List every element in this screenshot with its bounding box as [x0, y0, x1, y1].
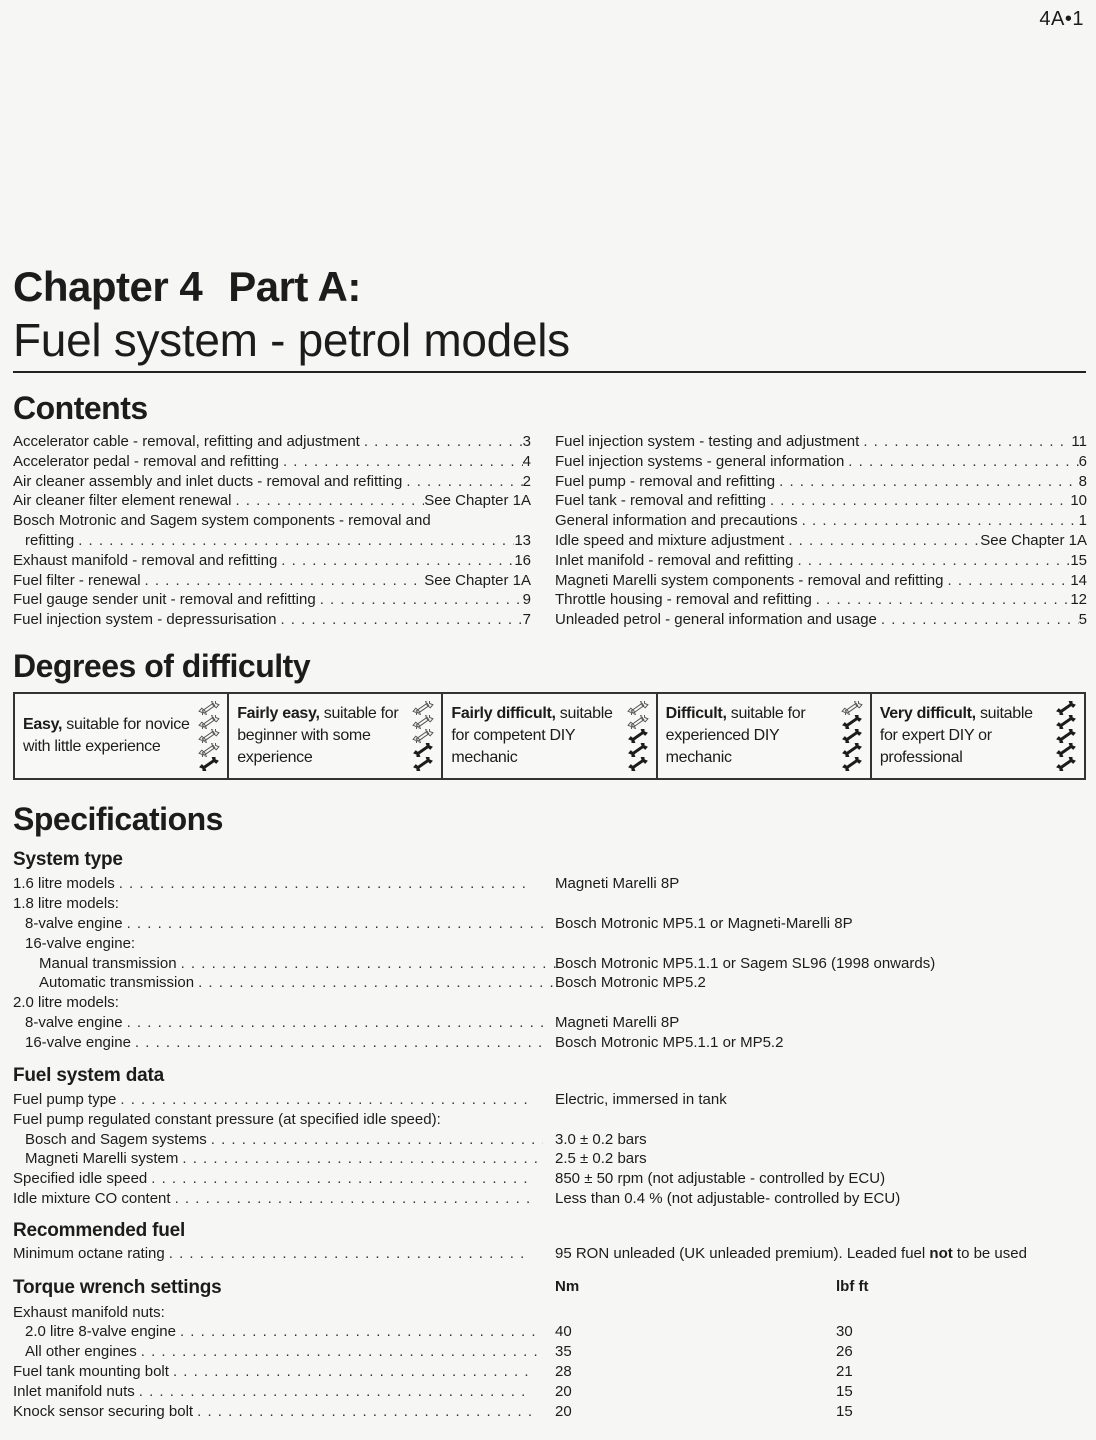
wrench-icon: [627, 729, 649, 743]
system-type-heading: System type: [13, 849, 123, 870]
leader-dots: [277, 551, 514, 571]
chapter-title-block: [13, 262, 570, 368]
wrench-icon: [1055, 701, 1077, 715]
contents-heading: Contents: [13, 390, 148, 426]
wrench-icon: [198, 729, 220, 743]
wrench-icon: [412, 715, 434, 729]
spec-row: Idle mixture CO content . . . Less than 0.4 % (not adjustable- controlled by ECU): [13, 1189, 1093, 1209]
wrench-icon: [198, 743, 220, 757]
wrench-icon: [1055, 743, 1077, 757]
spec-row: 2.0 litre models:: [13, 994, 119, 1011]
contents-entry[interactable]: Fuel filter - renewal . . . See Chapter 1A: [13, 571, 531, 591]
leader-dots: [775, 472, 1079, 492]
page-number: 4A•1: [1039, 8, 1084, 30]
difficulty-legend: [13, 692, 1086, 780]
torque-row: Inlet manifold nuts . . . 20 15: [13, 1382, 1093, 1402]
wrench-icon: [841, 729, 863, 743]
chapter-label: Chapter 4: [13, 263, 203, 310]
leader-dots: [844, 452, 1078, 472]
leader-dots: [177, 954, 557, 974]
wrench-icon: [198, 715, 220, 729]
contents-right-column: [555, 432, 1087, 630]
leader-dots: [877, 610, 1079, 630]
contents-entry[interactable]: Inlet manifold - removal and refitting . . . 15: [555, 551, 1087, 571]
contents-entry[interactable]: Fuel gauge sender unit - removal and refitting . . . 9: [13, 590, 531, 610]
torque-row: All other engines . . . 35 26: [13, 1342, 1093, 1362]
difficulty-level-easy: Easy, suitable for novice with little experience: [15, 694, 227, 778]
leader-dots: [178, 1149, 543, 1169]
wrench-icon: [627, 743, 649, 757]
spec-row: 16-valve engine:: [25, 935, 136, 952]
leader-dots: [131, 1033, 543, 1053]
leader-dots: [194, 973, 557, 993]
contents-entry[interactable]: Throttle housing - removal and refitting . . . 12: [555, 590, 1087, 610]
difficulty-level-fairly-easy: Fairly easy, suitable for beginner with some experience: [227, 694, 441, 778]
contents-entry[interactable]: refitting . . . 13: [13, 531, 531, 551]
wrench-icon: [1055, 715, 1077, 729]
contents-entry[interactable]: Accelerator cable - removal, refitting and adjustment . . . 3: [13, 432, 531, 452]
leader-dots: [784, 531, 980, 551]
contents-left-column: [13, 432, 531, 630]
spec-row: 16-valve engine . . . Bosch Motronic MP5.1.1 or MP5.2: [13, 1033, 1093, 1053]
contents-entry[interactable]: Fuel injection system - testing and adjustment . . . 11: [555, 432, 1087, 452]
leader-dots: [171, 1189, 531, 1209]
leader-dots: [123, 914, 543, 934]
wrench-rating-icon: [197, 698, 221, 774]
spec-row: Fuel pump type . . . Electric, immersed in tank: [13, 1090, 1093, 1110]
contents-entry[interactable]: Fuel injection system - depressurisation . . . 7: [13, 610, 531, 630]
leader-dots: [135, 1382, 531, 1402]
specifications-heading: Specifications: [13, 801, 223, 837]
difficulty-level-difficult: Difficult, suitable for experienced DIY mechanic: [656, 694, 870, 778]
wrench-icon: [627, 701, 649, 715]
contents-entry[interactable]: Fuel tank - removal and refitting . . . 10: [555, 491, 1087, 511]
leader-dots: [766, 491, 1070, 511]
torque-column-lbfft: lbf ft: [836, 1278, 869, 1295]
leader-dots: [793, 551, 1070, 571]
leader-dots: [316, 590, 523, 610]
difficulty-heading: Degrees of difficulty: [13, 648, 311, 684]
contents-entry[interactable]: Air cleaner assembly and inlet ducts - removal and refitting . . . 2: [13, 472, 531, 492]
difficulty-level-very-difficult: Very difficult, suitable for expert DIY or professional: [870, 694, 1084, 778]
leader-dots: [141, 571, 425, 591]
wrench-icon: [627, 757, 649, 771]
wrench-icon: [841, 701, 863, 715]
wrench-icon: [412, 701, 434, 715]
contents-entry[interactable]: Unleaded petrol - general information and usage . . . 5: [555, 610, 1087, 630]
spec-row: Automatic transmission . . . Bosch Motronic MP5.2: [13, 973, 1093, 993]
wrench-icon: [841, 757, 863, 771]
wrench-icon: [412, 743, 434, 757]
spec-row: 1.6 litre models . . . Magneti Marelli 8P: [13, 874, 1093, 894]
spec-row: 8-valve engine . . . Magneti Marelli 8P: [13, 1013, 1093, 1033]
leader-dots: [116, 1090, 531, 1110]
leader-dots: [360, 432, 523, 452]
torque-column-nm: Nm: [555, 1278, 580, 1295]
leader-dots: [193, 1402, 531, 1422]
title-divider: [13, 371, 1086, 373]
spec-row: Minimum octane rating . . . 95 RON unleaded (UK unleaded premium). Leaded fuel not to be used: [13, 1244, 1093, 1264]
torque-row: Knock sensor securing bolt . . . 20 15: [13, 1402, 1093, 1422]
chapter-title: [13, 262, 570, 312]
leader-dots: [147, 1169, 531, 1189]
leader-dots: [276, 610, 522, 630]
leader-dots: [115, 874, 531, 894]
torque-settings-heading: Torque wrench settings: [13, 1277, 222, 1298]
fuel-system-data-heading: Fuel system data: [13, 1065, 164, 1086]
torque-row: 2.0 litre 8-valve engine . . . 40 30: [13, 1322, 1093, 1342]
wrench-icon: [841, 715, 863, 729]
leader-dots: [176, 1322, 543, 1342]
spec-row: Magneti Marelli system . . . 2.5 ± 0.2 bars: [13, 1149, 1093, 1169]
wrench-icon: [841, 743, 863, 757]
leader-dots: [207, 1130, 543, 1150]
wrench-icon: [1055, 729, 1077, 743]
recommended-fuel-heading: Recommended fuel: [13, 1220, 186, 1241]
spec-row: Manual transmission . . . Bosch Motronic MP5.1.1 or Sagem SL96 (1998 onwards): [13, 954, 1093, 974]
torque-row: Fuel tank mounting bolt . . . 28 21: [13, 1362, 1093, 1382]
chapter-subtitle: Fuel system - petrol models: [13, 314, 570, 366]
contents-entry[interactable]: Bosch Motronic and Sagem system components - removal and: [13, 512, 431, 530]
wrench-icon: [198, 701, 220, 715]
wrench-rating-icon: [626, 698, 650, 774]
leader-dots: [812, 590, 1071, 610]
leader-dots: [944, 571, 1071, 591]
leader-dots: [798, 511, 1079, 531]
leader-dots: [279, 452, 523, 472]
spec-row: Bosch and Sagem systems . . . 3.0 ± 0.2 bars: [13, 1130, 1093, 1150]
contents-entry[interactable]: Idle speed and mixture adjustment . . . See Chapter 1A: [555, 531, 1087, 551]
contents-entry[interactable]: Accelerator pedal - removal and refitting . . . 4: [13, 452, 531, 472]
spec-row: Fuel pump regulated constant pressure (at specified idle speed):: [13, 1111, 441, 1128]
difficulty-level-fairly-difficult: Fairly difficult, suitable for competent DIY mechanic: [441, 694, 655, 778]
wrench-icon: [1055, 757, 1077, 771]
contents-entry[interactable]: Fuel pump - removal and refitting . . . 8: [555, 472, 1087, 492]
wrench-icon: [412, 757, 434, 771]
contents-entry[interactable]: Fuel injection systems - general information . . . 6: [555, 452, 1087, 472]
contents-entry[interactable]: Air cleaner filter element renewal . . . See Chapter 1A: [13, 491, 531, 511]
wrench-rating-icon: [411, 698, 435, 774]
contents-entry[interactable]: Exhaust manifold - removal and refitting . . . 16: [13, 551, 531, 571]
leader-dots: [74, 531, 514, 551]
leader-dots: [231, 491, 424, 511]
spec-row: 8-valve engine . . . Bosch Motronic MP5.1 or Magneti-Marelli 8P: [13, 914, 1093, 934]
leader-dots: [137, 1342, 543, 1362]
leader-dots: [123, 1013, 543, 1033]
wrench-icon: [627, 715, 649, 729]
leader-dots: [169, 1362, 531, 1382]
leader-dots: [165, 1244, 531, 1264]
wrench-rating-icon: [840, 698, 864, 774]
wrench-icon: [412, 729, 434, 743]
contents-entry[interactable]: Magneti Marelli system components - removal and refitting . . . 14: [555, 571, 1087, 591]
contents-entry[interactable]: General information and precautions . . . 1: [555, 511, 1087, 531]
part-label: Part A:: [228, 263, 361, 310]
leader-dots: [859, 432, 1071, 452]
spec-row: 1.8 litre models:: [13, 895, 119, 912]
torque-row: Exhaust manifold nuts:: [13, 1304, 165, 1321]
wrench-rating-icon: [1054, 698, 1078, 774]
wrench-icon: [198, 757, 220, 771]
spec-row: Specified idle speed . . . 850 ± 50 rpm (not adjustable - controlled by ECU): [13, 1169, 1093, 1189]
leader-dots: [402, 472, 522, 492]
